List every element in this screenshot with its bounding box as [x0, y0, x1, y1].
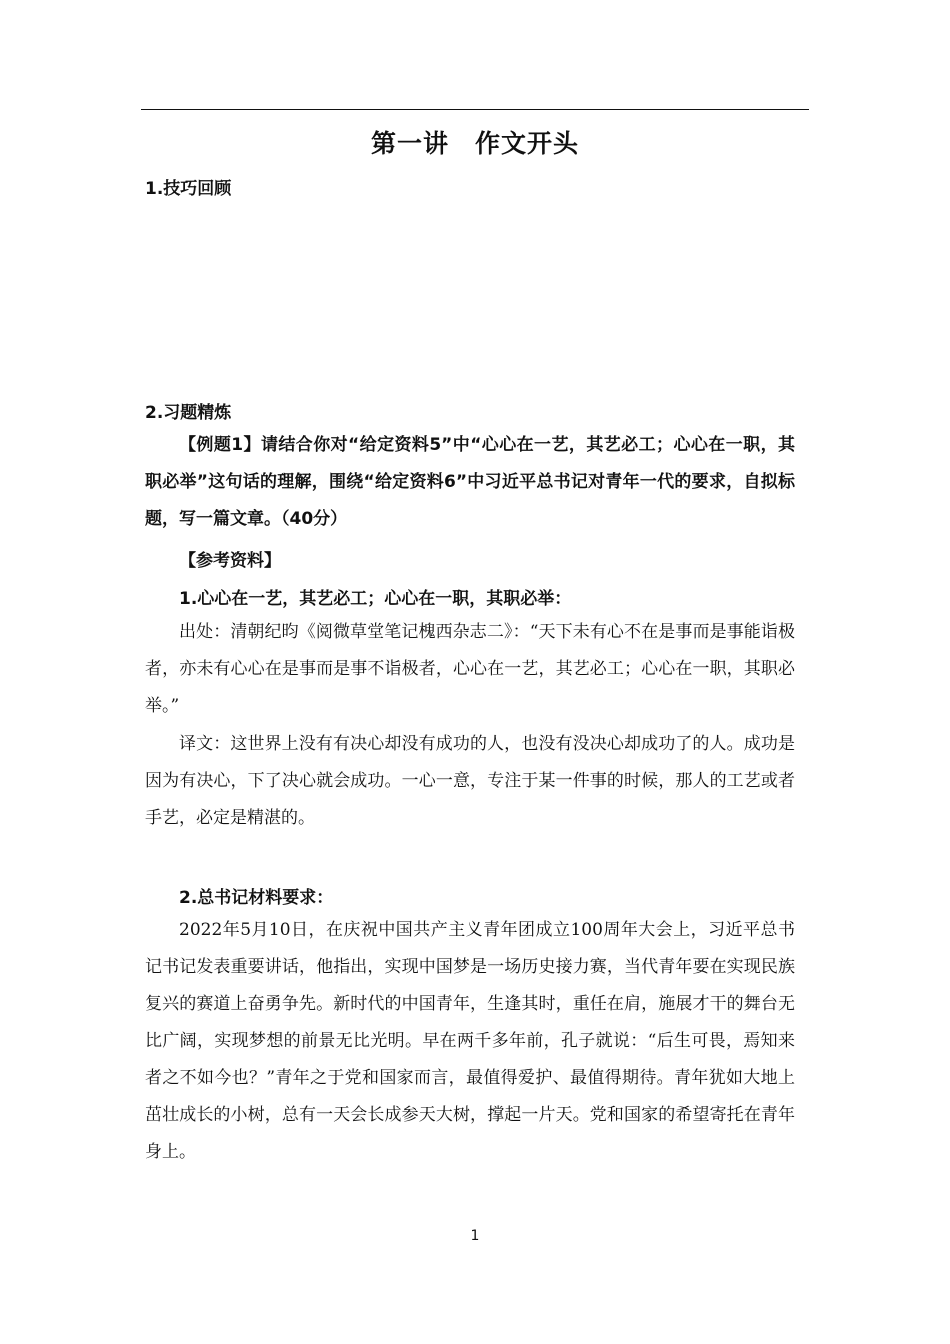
- reference-1-translation: 译文：这世界上没有有决心却没有成功的人，也没有没决心却成功了的人。成功是因为有决心，下了决心就会成功。一心一意，专注于某一件事的时候，那人的工艺或者手艺，必定是精湛的。: [145, 734, 795, 828]
- header-rule: [141, 109, 809, 110]
- example-prompt: 【例题1】请结合你对“给定资料5”中“心心在一艺，其艺必工；心心在一职，其职必举”这句话的理解，围绕“给定资料6”中习近平总书记对青年一代的要求，自拟标题，写一篇文章。（40分）: [145, 435, 795, 529]
- page-title: 第一讲 作文开头: [370, 129, 579, 158]
- reference-1-source: 出处：清朝纪昀《阅微草堂笔记槐西杂志二》：“天下未有心不在是事而是事能诣极者，亦未有心心在是事而是事不诣极者，心心在一艺，其艺必工；心心在一职，其职必举。”: [145, 622, 795, 716]
- reference-heading: 【参考资料】: [179, 551, 281, 571]
- reference-2-body: 2022年5月10日，在庆祝中国共产主义青年团成立100周年大会上，习近平总书记书记发表重要讲话，他指出，实现中国梦是一场历史接力赛，当代青年要在实现民族复兴的赛道上奋勇争先。新时代的中国青年，生逢其时，重任在肩，施展才干的舞台无比广阔，实现梦想的前景无比光明。早在两千多年前，孔子就说：“后生可畏，焉知来者之不如今也？”青年之于党和国家而言，最值得爱护、最值得期待。青年犹如大地上茁壮成长的小树，总有一天会长成参天大树，撑起一片天。党和国家的希望寄托在青年身上。: [145, 920, 795, 1162]
- reference-2-heading: 2.总书记材料要求：: [179, 888, 334, 908]
- reference-1-heading: 1.心心在一艺，其艺必工；心心在一职，其职必举：: [179, 589, 572, 609]
- page-number: 1: [470, 1228, 480, 1244]
- section-heading-exercise: 2.习题精炼: [145, 403, 232, 423]
- section-heading-review: 1.技巧回顾: [145, 179, 232, 199]
